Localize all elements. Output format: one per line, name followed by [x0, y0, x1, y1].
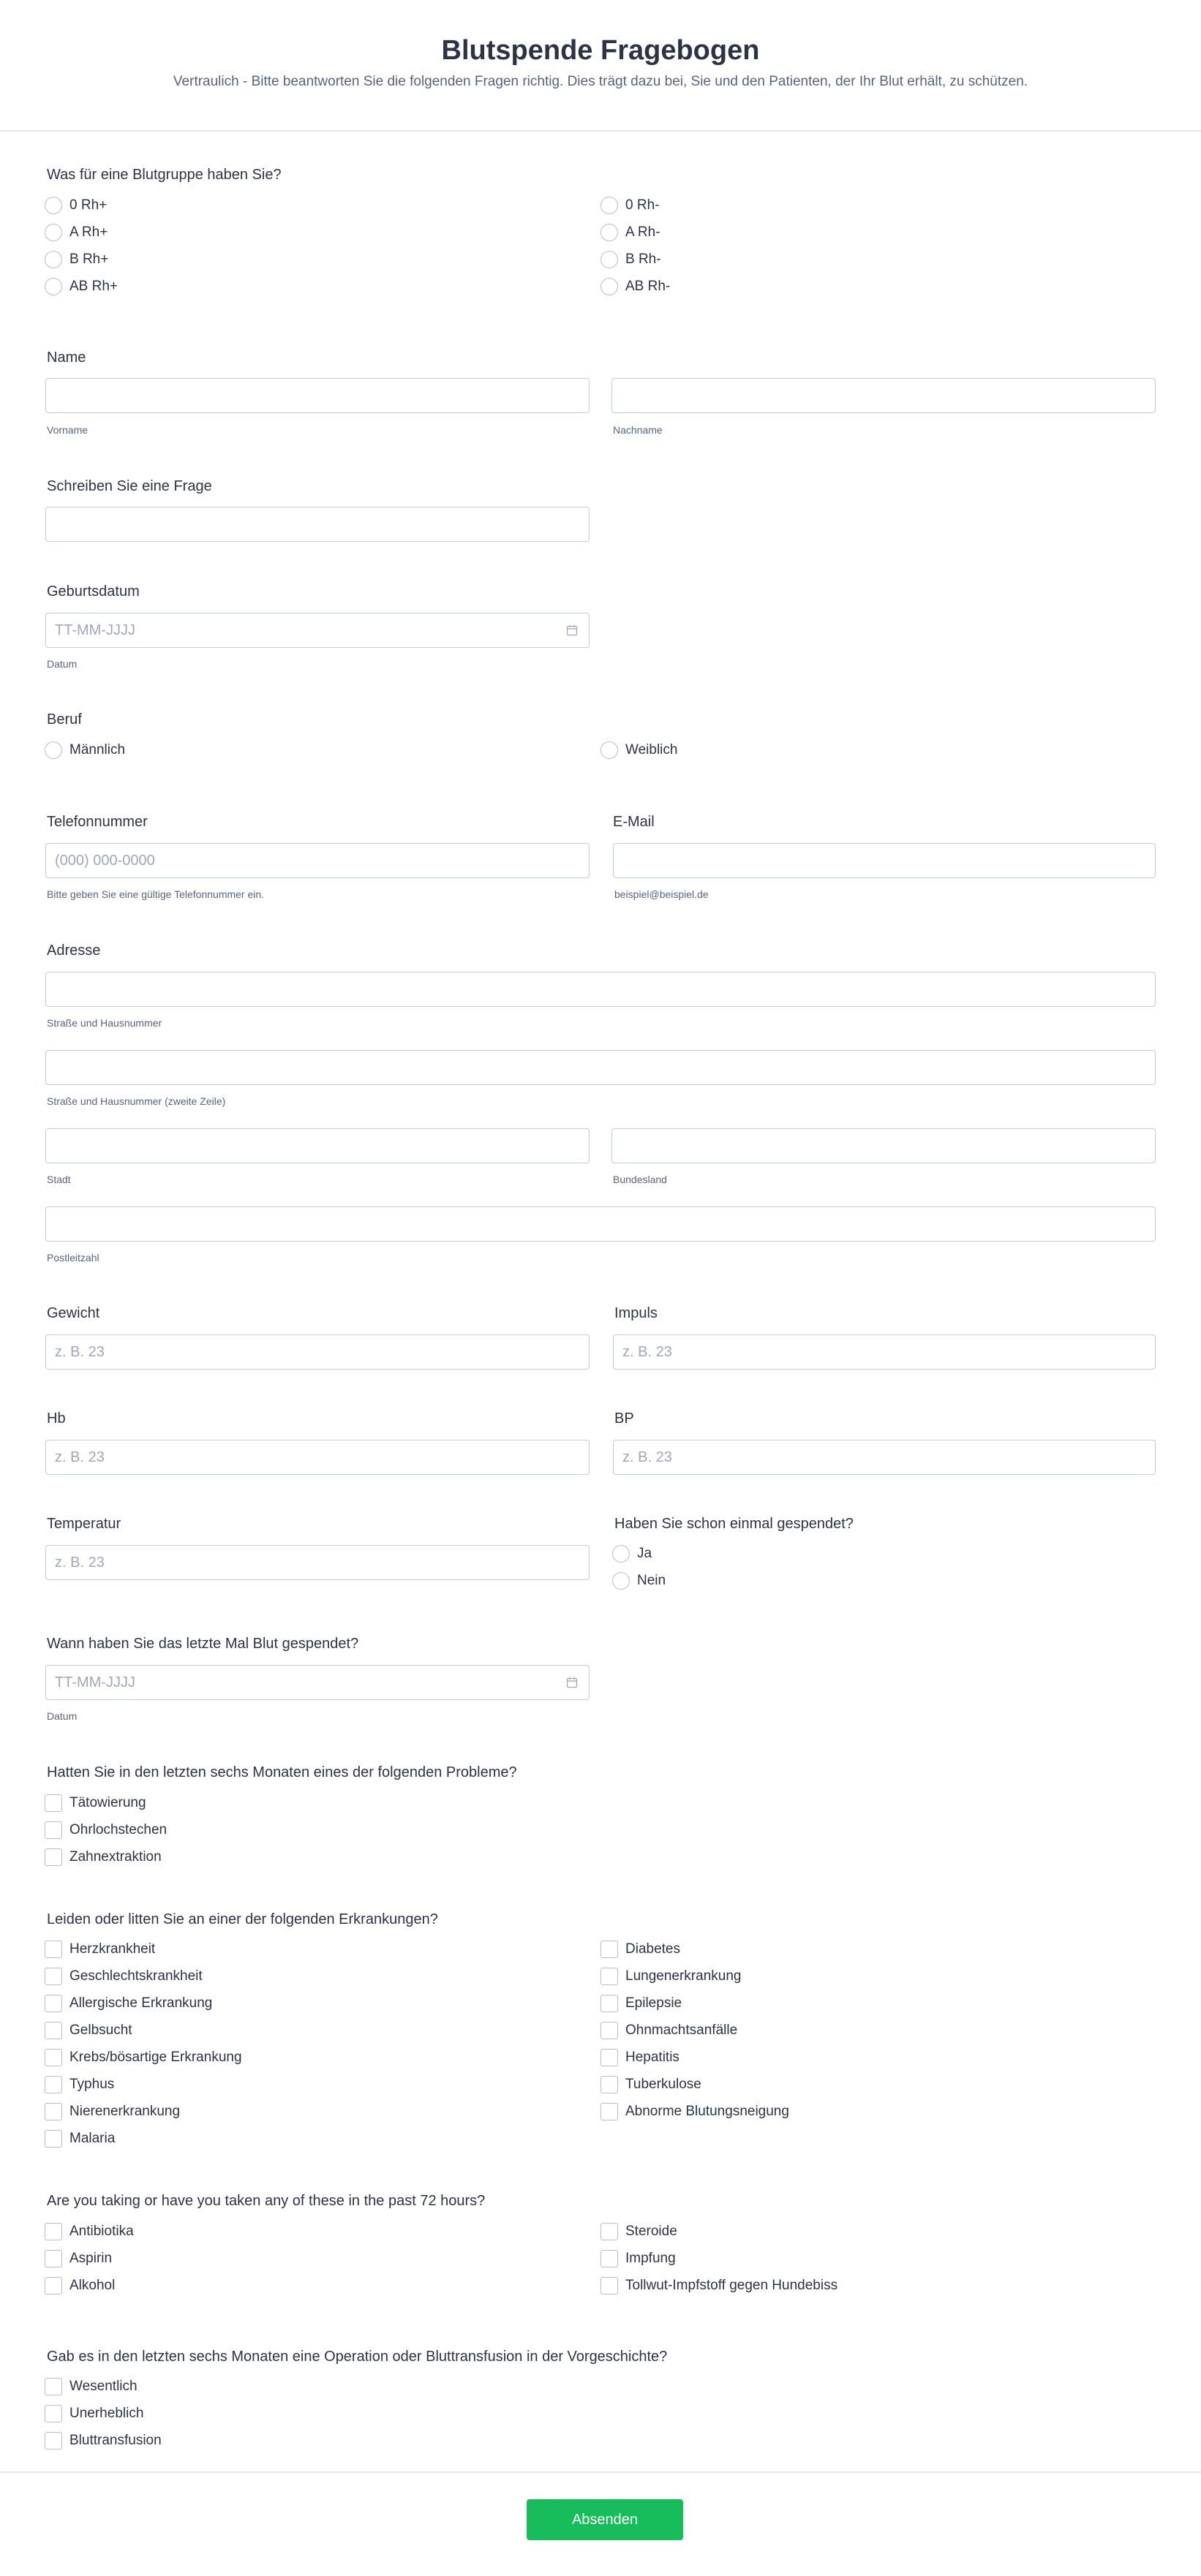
- email-sublabel: beispiel@beispiel.de: [614, 888, 709, 900]
- radio-option-0-rh-plus[interactable]: 0 Rh+: [45, 195, 107, 216]
- question-input[interactable]: [45, 507, 590, 542]
- checkbox-box[interactable]: [45, 1968, 62, 1985]
- radio-circle[interactable]: [45, 278, 62, 295]
- checkbox-option-krebs[interactable]: Krebs/bösartige Erkrankung: [45, 2047, 242, 2068]
- calendar-icon[interactable]: [566, 1677, 578, 1688]
- checkbox-option-lungenerkrankung[interactable]: Lungenerkrankung: [600, 1966, 741, 1987]
- phone-input[interactable]: [45, 843, 590, 878]
- bp-input[interactable]: [613, 1440, 1156, 1475]
- checkbox-box[interactable]: [45, 2076, 62, 2093]
- checkbox-box[interactable]: [45, 2277, 62, 2294]
- zip-sublabel: Postleitzahl: [47, 1252, 99, 1264]
- radio-option-ja[interactable]: Ja: [612, 1544, 652, 1564]
- radio-option-b-rh-minus[interactable]: B Rh-: [600, 249, 661, 270]
- radio-circle[interactable]: [45, 741, 62, 759]
- checkbox-box[interactable]: [600, 2022, 618, 2039]
- radio-option-ab-rh-plus[interactable]: AB Rh+: [45, 276, 118, 297]
- last-name-sublabel: Nachname: [613, 424, 663, 436]
- checkbox-box[interactable]: [600, 2103, 618, 2120]
- radio-option-weiblich[interactable]: Weiblich: [600, 740, 677, 760]
- bp-label: BP: [614, 1410, 634, 1427]
- checkbox-option-bluttransfusion[interactable]: Bluttransfusion: [45, 2430, 162, 2451]
- temperature-label: Temperatur: [47, 1516, 121, 1532]
- medications-label: Are you taking or have you taken any of these in the past 72 hours?: [47, 2193, 486, 2209]
- surgery-label: Gab es in den letzten sechs Monaten eine Operation oder Bluttransfusion in der Vorgeschichte?: [47, 2349, 668, 2365]
- checkbox-box[interactable]: [600, 1968, 618, 1985]
- checkbox-option-gelbsucht[interactable]: Gelbsucht: [45, 2020, 132, 2041]
- question-label: Schreiben Sie eine Frage: [47, 478, 212, 494]
- checkbox-box[interactable]: [45, 1848, 62, 1866]
- last-donation-sublabel: Datum: [47, 1710, 78, 1722]
- email-label: E-Mail: [613, 814, 655, 830]
- street-sublabel: Straße und Hausnummer: [47, 1017, 162, 1029]
- radio-circle[interactable]: [45, 224, 62, 241]
- checkbox-option-taetowierung[interactable]: Tätowierung: [45, 1793, 146, 1813]
- radio-circle[interactable]: [612, 1572, 630, 1590]
- radio-option-ab-rh-minus[interactable]: AB Rh-: [600, 276, 670, 297]
- checkbox-box[interactable]: [45, 2378, 62, 2395]
- checkbox-option-ohrlochstechen[interactable]: Ohrlochstechen: [45, 1820, 167, 1840]
- hb-label: Hb: [47, 1410, 66, 1427]
- checkbox-box[interactable]: [45, 2223, 62, 2240]
- problems-label: Hatten Sie in den letzten sechs Monaten eines der folgenden Probleme?: [47, 1764, 517, 1780]
- checkbox-option-steroide[interactable]: Steroide: [600, 2221, 677, 2242]
- weight-label: Gewicht: [47, 1305, 100, 1321]
- form-header: [0, 0, 1201, 132]
- checkbox-box[interactable]: [600, 2049, 618, 2066]
- birthdate-label: Geburtsdatum: [47, 583, 140, 600]
- page-subtitle: Vertraulich - Bitte beantworten Sie die folgenden Fragen richtig. Dies trägt dazu bei, Sie und den Patienten, der Ihr Blut erhält, zu schützen.: [173, 74, 1028, 89]
- phone-label: Telefonnummer: [47, 814, 148, 830]
- checkbox-option-impfung[interactable]: Impfung: [600, 2248, 676, 2269]
- radio-circle[interactable]: [612, 1545, 630, 1563]
- state-input[interactable]: [611, 1128, 1156, 1163]
- street-input[interactable]: [45, 972, 1156, 1007]
- checkbox-option-zahnextraktion[interactable]: Zahnextraktion: [45, 1847, 162, 1867]
- zip-input[interactable]: [45, 1206, 1156, 1242]
- checkbox-option-malaria[interactable]: Malaria: [45, 2129, 115, 2149]
- checkbox-option-herzkrankheit[interactable]: Herzkrankheit: [45, 1939, 155, 1960]
- checkbox-box[interactable]: [45, 1794, 62, 1812]
- checkbox-box[interactable]: [600, 2277, 618, 2294]
- diseases-label: Leiden oder litten Sie an einer der folgenden Erkrankungen?: [47, 1911, 438, 1927]
- calendar-icon[interactable]: [566, 624, 578, 636]
- checkbox-box[interactable]: [45, 2432, 62, 2450]
- checkbox-option-aspirin[interactable]: Aspirin: [45, 2248, 112, 2269]
- radio-option-maennlich[interactable]: Männlich: [45, 740, 125, 760]
- checkbox-option-alkohol[interactable]: Alkohol: [45, 2275, 115, 2296]
- radio-option-a-rh-minus[interactable]: A Rh-: [600, 222, 660, 243]
- checkbox-option-geschlechtskrankheit[interactable]: Geschlechtskrankheit: [45, 1966, 203, 1987]
- checkbox-box[interactable]: [45, 1995, 62, 2012]
- submit-button[interactable]: Absenden: [527, 2499, 683, 2540]
- last-donation-label: Wann haben Sie das letzte Mal Blut gespendet?: [47, 1636, 359, 1652]
- checkbox-option-epilepsie[interactable]: Epilepsie: [600, 1993, 682, 2014]
- radio-option-nein[interactable]: Nein: [612, 1571, 666, 1591]
- checkbox-option-unerheblich[interactable]: Unerheblich: [45, 2403, 143, 2424]
- street2-input[interactable]: [45, 1050, 1156, 1085]
- checkbox-option-tuberkulose[interactable]: Tuberkulose: [600, 2074, 701, 2095]
- checkbox-box[interactable]: [600, 1995, 618, 2012]
- radio-circle[interactable]: [45, 251, 62, 268]
- page-title: Blutspende Fragebogen: [441, 35, 760, 66]
- name-label: Name: [47, 350, 86, 366]
- radio-circle[interactable]: [600, 197, 618, 214]
- radio-option-a-rh-plus[interactable]: A Rh+: [45, 222, 108, 243]
- last-name-input[interactable]: [611, 378, 1156, 413]
- state-sublabel: Bundesland: [613, 1174, 667, 1185]
- blood-group-label: Was für eine Blutgruppe haben Sie?: [47, 167, 282, 183]
- city-sublabel: Stadt: [47, 1174, 71, 1185]
- address-label: Adresse: [47, 943, 101, 959]
- radio-circle[interactable]: [45, 197, 62, 214]
- checkbox-option-tollwut-impfstoff[interactable]: Tollwut-Impfstoff gegen Hundebiss: [600, 2275, 837, 2296]
- occupation-label: Beruf: [47, 711, 82, 728]
- checkbox-option-abnorme-blutungsneigung[interactable]: Abnorme Blutungsneigung: [600, 2101, 789, 2122]
- hb-input[interactable]: [45, 1440, 590, 1475]
- birthdate-input[interactable]: [45, 613, 590, 648]
- street2-sublabel: Straße und Hausnummer (zweite Zeile): [47, 1095, 226, 1107]
- city-input[interactable]: [45, 1128, 590, 1163]
- checkbox-box[interactable]: [600, 2076, 618, 2093]
- checkbox-option-nierenerkrankung[interactable]: Nierenerkrankung: [45, 2101, 180, 2122]
- checkbox-box[interactable]: [45, 1821, 62, 1839]
- checkbox-box[interactable]: [45, 2022, 62, 2039]
- checkbox-box[interactable]: [45, 2049, 62, 2066]
- checkbox-box[interactable]: [600, 2223, 618, 2240]
- first-name-input[interactable]: [45, 378, 590, 413]
- radio-circle[interactable]: [600, 741, 618, 759]
- donated-before-label: Haben Sie schon einmal gespendet?: [614, 1516, 854, 1532]
- radio-circle[interactable]: [600, 251, 618, 268]
- phone-sublabel: Bitte geben Sie eine gültige Telefonnummer ein.: [47, 888, 265, 900]
- checkbox-option-antibiotika[interactable]: Antibiotika: [45, 2221, 134, 2242]
- checkbox-box[interactable]: [45, 2103, 62, 2120]
- checkbox-option-allergische-erkrankung[interactable]: Allergische Erkrankung: [45, 1993, 212, 2014]
- pulse-label: Impuls: [614, 1305, 658, 1321]
- footer-divider: [0, 2471, 1201, 2473]
- birthdate-sublabel: Datum: [47, 658, 78, 670]
- temperature-input[interactable]: [45, 1545, 590, 1580]
- radio-option-0-rh-minus[interactable]: 0 Rh-: [600, 195, 659, 216]
- checkbox-box[interactable]: [45, 1941, 62, 1958]
- checkbox-option-wesentlich[interactable]: Wesentlich: [45, 2376, 138, 2397]
- checkbox-option-ohnmachtsanfaelle[interactable]: Ohnmachtsanfälle: [600, 2020, 737, 2041]
- checkbox-box[interactable]: [45, 2130, 62, 2148]
- last-donation-input[interactable]: [45, 1665, 590, 1700]
- email-input[interactable]: [613, 843, 1156, 878]
- radio-circle[interactable]: [600, 278, 618, 295]
- checkbox-box[interactable]: [45, 2405, 62, 2422]
- checkbox-option-typhus[interactable]: Typhus: [45, 2074, 114, 2095]
- checkbox-option-hepatitis[interactable]: Hepatitis: [600, 2047, 679, 2068]
- radio-option-b-rh-plus[interactable]: B Rh+: [45, 249, 108, 270]
- checkbox-box[interactable]: [45, 2250, 62, 2267]
- checkbox-box[interactable]: [600, 1941, 618, 1958]
- checkbox-box[interactable]: [600, 2250, 618, 2267]
- first-name-sublabel: Vorname: [47, 424, 89, 436]
- weight-input[interactable]: [45, 1334, 590, 1370]
- pulse-input[interactable]: [613, 1334, 1156, 1370]
- checkbox-option-diabetes[interactable]: Diabetes: [600, 1939, 680, 1960]
- radio-circle[interactable]: [600, 224, 618, 241]
